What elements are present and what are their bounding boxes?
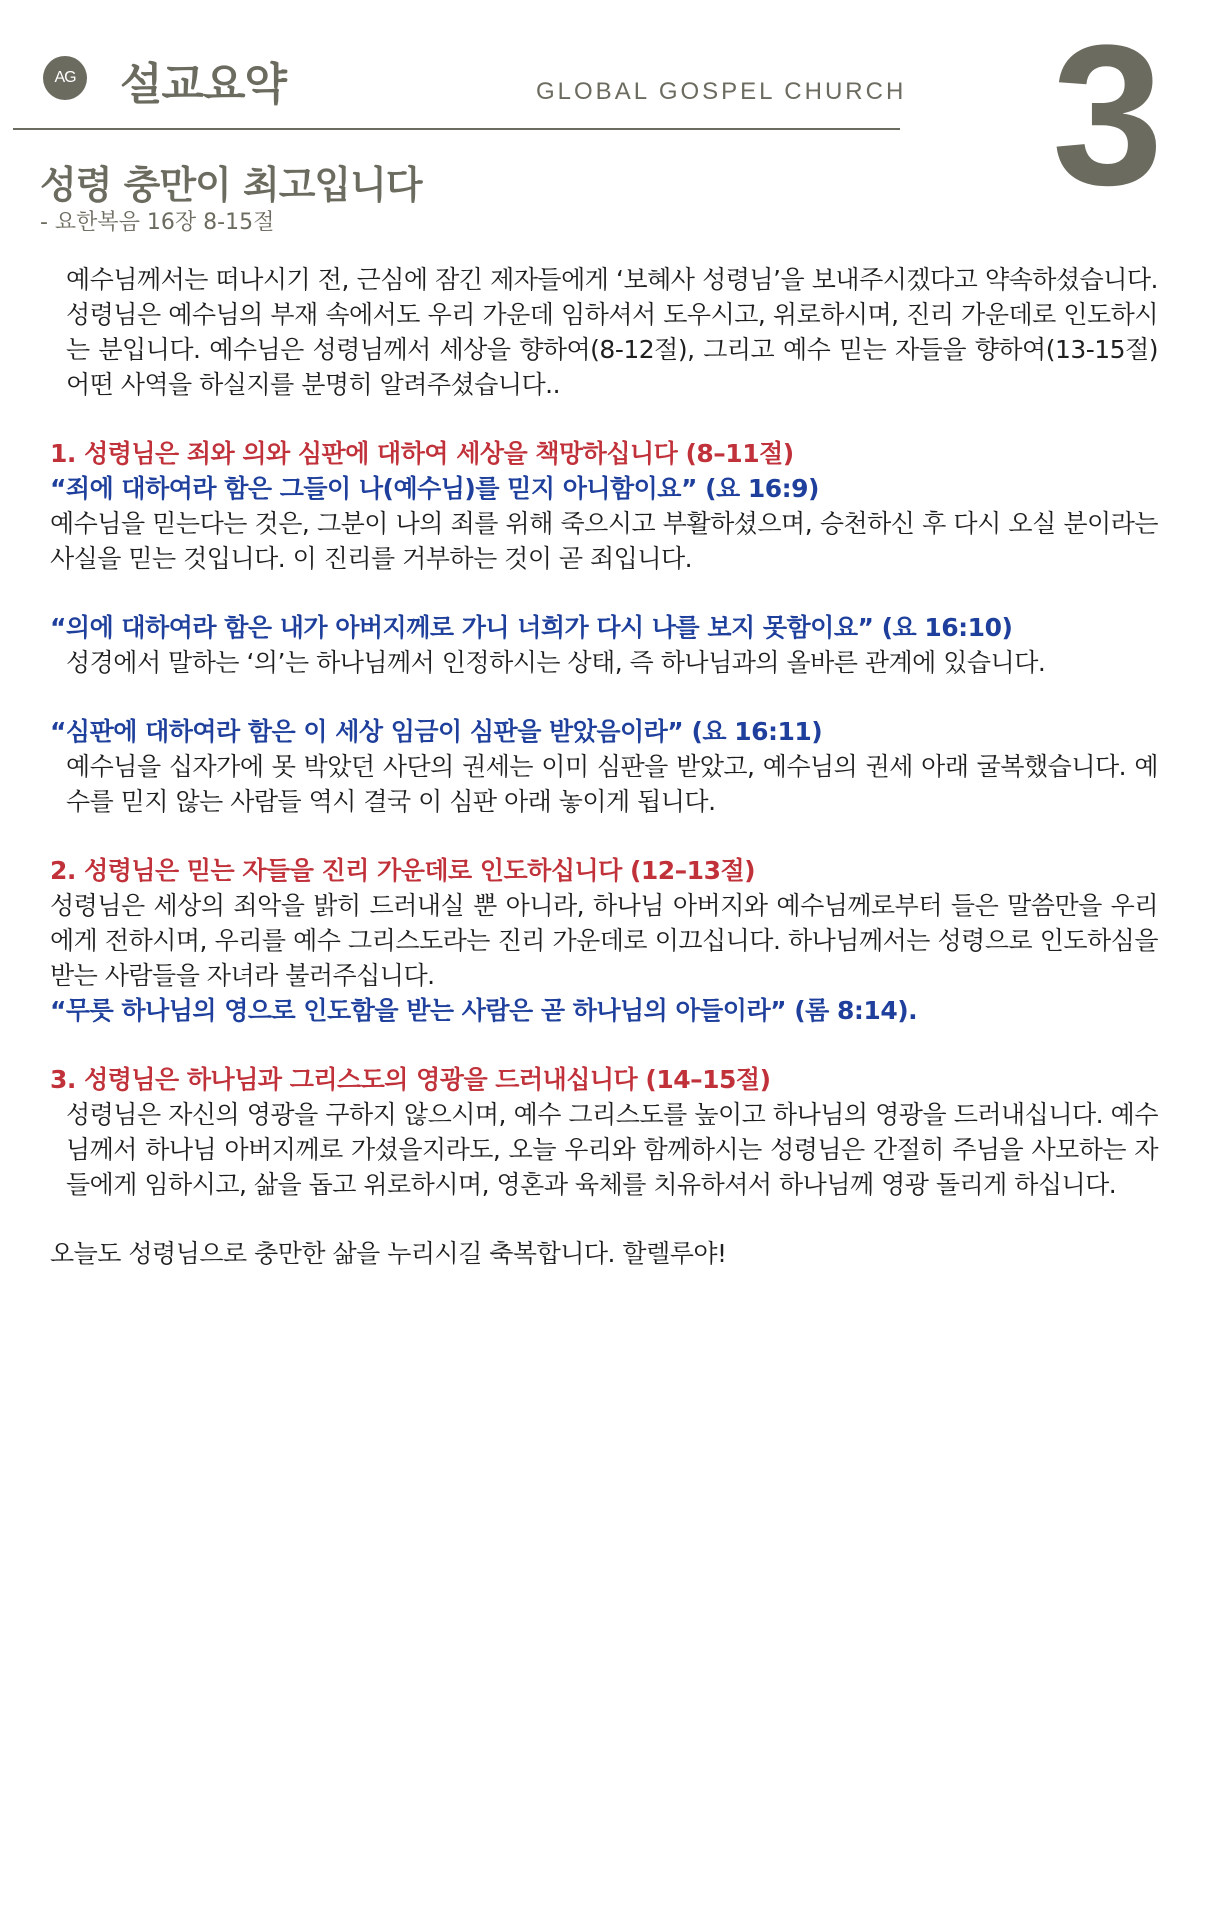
- church-logo: [43, 56, 87, 100]
- point2-verse: “무릇 하나님의 영으로 인도함을 받는 사람은 곧 하나님의 아들이라” (롬 8:14).: [50, 996, 918, 1025]
- logo-text: AG: [54, 69, 76, 86]
- point1-text2: 성경에서 말하는 ‘의’는 하나님께서 인정하시는 상태, 즉 하나님과의 올바른 관계에 있습니다.: [66, 648, 1046, 677]
- point1-verse1: “죄에 대하여라 함은 그들이 나(예수님)를 믿지 아니함이요” (요 16:9): [50, 474, 819, 503]
- sermon-title: 성령 충만이 최고입니다: [40, 163, 422, 207]
- point1-heading: 1. 성령님은 죄와 의와 심판에 대하여 세상을 책망하십니다 (8–11절): [50, 439, 794, 468]
- point2-text: 성령님은 세상의 죄악을 밝히 드러내실 뿐 아니라, 하나님 아버지와 예수님께로부터 들은 말씀만을 우리에게 전하시며, 우리를 예수 그리스도라는 진리 가운데로 이끄십니다. 하나님께서는 성령으로 인도하심을 받는 사람들을 자녀라 불러주십니다.: [50, 891, 1158, 990]
- page-number: 3: [1052, 4, 1164, 227]
- header-divider: [13, 128, 900, 130]
- point1-text3: 예수님을 십자가에 못 박았던 사단의 권세는 이미 심판을 받았고, 예수님의 권세 아래 굴복했습니다. 예수를 믿지 않는 사람들 역시 결국 이 심판 아래 놓이게 됩니다.: [66, 752, 1158, 816]
- point1-verse3: “심판에 대하여라 함은 이 세상 임금이 심판을 받았음이라” (요 16:11): [50, 717, 823, 746]
- intro-paragraph: 예수님께서는 떠나시기 전, 근심에 잠긴 제자들에게 ‘보혜사 성령님’을 보내주시겠다고 약속하셨습니다. 성령님은 예수님의 부재 속에서도 우리 가운데 임하셔서 도우시고, 위로하시며, 진리 가운데로 인도하시는 분입니다. 예수님은 성령님께서 세상을 향하여(8-12절), 그리고 예수 믿는 자들을 향하여(13-15절) 어떤 사역을 하실지를 분명히 알려주셨습니다..: [66, 265, 1158, 399]
- point1-verse2: “의에 대하여라 함은 내가 아버지께로 가니 너희가 다시 나를 보지 못함이요” (요 16:10): [50, 613, 1013, 642]
- sermon-body: [50, 262, 1158, 1271]
- section-title: 설교요약: [120, 59, 287, 110]
- closing-line: 오늘도 성령님으로 충만한 삶을 누리시길 축복합니다. 할렐루야!: [50, 1239, 727, 1268]
- point3-heading: 3. 성령님은 하나님과 그리스도의 영광을 드러내십니다 (14–15절): [50, 1065, 771, 1094]
- point2-heading: 2. 성령님은 믿는 자들을 진리 가운데로 인도하십니다 (12–13절): [50, 856, 756, 885]
- church-name: GLOBAL GOSPEL CHURCH: [536, 78, 907, 105]
- scripture-reference: - 요한복음 16장 8-15절: [40, 210, 275, 235]
- point3-text: 성령님은 자신의 영광을 구하지 않으시며, 예수 그리스도를 높이고 하나님의 영광을 드러내십니다. 예수님께서 하나님 아버지께로 가셨을지라도, 오늘 우리와 함께하시는 성령님은 간절히 주님을 사모하는 자들에게 임하시고, 삶을 돕고 위로하시며, 영혼과 육체를 치유하셔서 하나님께 영광 돌리게 하십니다.: [66, 1100, 1158, 1199]
- point1-text1: 예수님을 믿는다는 것은, 그분이 나의 죄를 위해 죽으시고 부활하셨으며, 승천하신 후 다시 오실 분이라는 사실을 믿는 것입니다. 이 진리를 거부하는 것이 곧 죄입니다.: [50, 509, 1158, 573]
